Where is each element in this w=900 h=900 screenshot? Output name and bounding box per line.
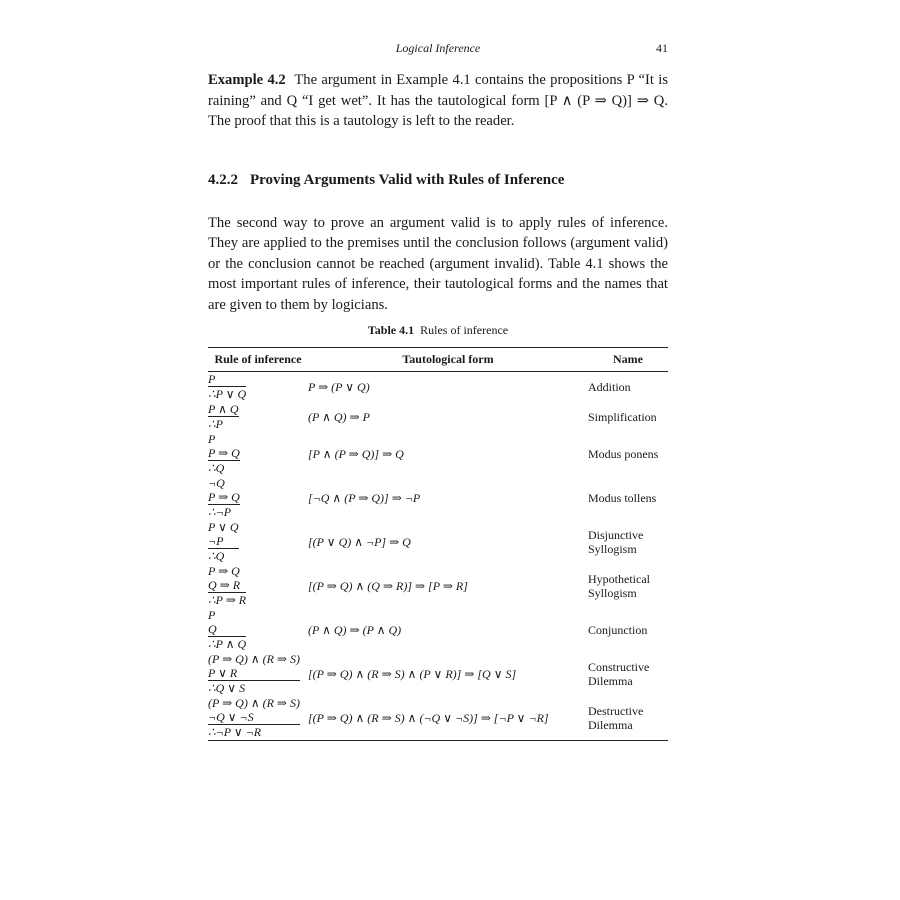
rule-premise: P ∨ Q: [208, 520, 239, 534]
rule-name: Disjunctive Syllogism: [588, 528, 644, 556]
table-header-row: [208, 348, 668, 372]
rule-conclusion: ∴Q: [208, 461, 225, 475]
rule-conclusion: ∴P: [208, 417, 223, 431]
rule-premise: P: [208, 608, 216, 622]
rule-premise: (P ⇒ Q) ∧ (R ⇒ S): [208, 652, 300, 666]
rule-premise: P: [208, 432, 216, 446]
table-row: [208, 564, 668, 608]
rule-name: Destructive Dilemma: [588, 696, 668, 741]
rule-cell: [208, 608, 308, 652]
rule-premise: P: [208, 372, 246, 387]
rule-name: Conjunction: [588, 623, 648, 637]
rule-premise: ¬Q: [208, 476, 225, 490]
table-row: [208, 432, 668, 476]
rule-premise: P ⇒ Q: [208, 564, 240, 578]
rule-stack: [208, 564, 246, 607]
tautological-form: [(P ⇒ Q) ∧ (R ⇒ S) ∧ (P ∨ R)] ⇒ [Q ∨ S]: [308, 666, 517, 681]
page-number: 41: [656, 41, 668, 55]
tautological-form: [P ∧ (P ⇒ Q)] ⇒ Q: [308, 446, 404, 461]
running-head-title: Logical Inference: [395, 41, 481, 55]
rule-premise: P ∨ R: [208, 666, 300, 681]
table-row: [208, 402, 668, 432]
tautological-form: [(P ∨ Q) ∧ ¬P] ⇒ Q: [308, 534, 411, 549]
header-rule: Rule of inference: [208, 348, 308, 372]
rule-stack: [208, 372, 246, 401]
table-row: [208, 608, 668, 652]
tautological-form: [(P ⇒ Q) ∧ (R ⇒ S) ∧ (¬Q ∨ ¬S)] ⇒ [¬P ∨ ¬R]: [308, 696, 588, 741]
rule-stack: [208, 608, 246, 651]
rule-cell: [208, 564, 308, 608]
header-form: Tautological form: [308, 348, 588, 372]
rule-premise: Q: [208, 622, 246, 637]
tautological-form: (P ∧ Q) ⇒ (P ∧ Q): [308, 622, 402, 637]
rule-cell: [208, 696, 308, 741]
running-head: [208, 36, 668, 60]
rule-premise: Q ⇒ R: [208, 578, 246, 593]
rule-premise: ¬Q ∨ ¬S: [208, 710, 300, 725]
rule-stack: [208, 696, 300, 739]
table-body: [208, 372, 668, 741]
tautological-form: (P ∧ Q) ⇒ P: [308, 409, 370, 424]
body-paragraph: The second way to prove an argument valid is to apply rules of inference. They are applied to the premises until the conclusion follows (argument valid) or the conclusion cannot be reached (argument invalid). Table 4.1 shows the most important rules of inference, their tautological forms and the names that are given to them by logicians.: [208, 214, 668, 313]
example-label: Example 4.2: [208, 72, 286, 88]
rule-premise: P ⇒ Q: [208, 490, 240, 504]
rule-conclusion: ∴¬P: [208, 505, 232, 519]
table-row: [208, 652, 668, 696]
rule-name: Modus tollens: [588, 491, 657, 505]
rule-conclusion: ∴P ⇒ R: [208, 593, 247, 607]
rule-premise: P ⇒ Q: [208, 446, 240, 460]
rule-stack: [208, 652, 300, 695]
tautological-form: P ⇒ (P ∨ Q): [308, 379, 370, 394]
tautological-form: [(P ⇒ Q) ∧ (Q ⇒ R)] ⇒ [P ⇒ R]: [308, 578, 468, 593]
rule-cell: [208, 476, 308, 520]
section-heading: [208, 172, 668, 189]
rule-name: Addition: [588, 380, 631, 394]
rule-cell: [208, 652, 308, 696]
rule-name: Constructive Dilemma: [588, 660, 650, 688]
rule-premise: ¬P: [208, 534, 239, 549]
rule-cell: [208, 372, 308, 403]
rule-premise: (P ⇒ Q) ∧ (R ⇒ S): [208, 696, 300, 710]
rule-stack: [208, 476, 240, 519]
rule-conclusion: ∴Q ∨ S: [208, 681, 246, 695]
table-row: [208, 372, 668, 403]
table-row: [208, 476, 668, 520]
rules-of-inference-table: [208, 347, 668, 741]
rule-name: Simplification: [588, 410, 657, 424]
example-text: The argument in Example 4.1 contains the propositions P “It is raining” and Q “I get wet”. It has the tautological form [P ∧ (P ⇒ Q)] ⇒ Q. The proof that this is a tautology is left to the reader.: [208, 72, 669, 129]
rule-premise: P ∧ Q: [208, 402, 239, 416]
rule-conclusion: ∴¬P ∨ ¬R: [208, 725, 262, 739]
rule-conclusion: ∴Q: [208, 549, 225, 563]
book-page: [208, 36, 668, 741]
rule-cell: [208, 402, 308, 432]
table-row: [208, 696, 668, 741]
rule-stack: [208, 432, 240, 475]
rule-conclusion: ∴P ∨ Q: [208, 387, 247, 401]
table-caption-label: Table 4.1: [367, 323, 415, 337]
rule-cell: [208, 520, 308, 564]
rule-name: Hypothetical Syllogism: [588, 572, 650, 600]
table-caption-text: Rules of inference: [420, 323, 509, 337]
rule-name: Modus ponens: [588, 447, 659, 461]
table-row: [208, 520, 668, 564]
rule-stack: [208, 520, 239, 563]
header-name: Name: [588, 348, 668, 372]
rule-stack: [208, 402, 239, 431]
rule-cell: [208, 432, 308, 476]
example-4-2: [208, 70, 668, 132]
section-number: 4.2.2: [208, 171, 238, 188]
section-title: Proving Arguments Valid with Rules of Inference: [250, 171, 565, 188]
rule-conclusion: ∴P ∧ Q: [208, 637, 247, 651]
table-caption: [208, 323, 668, 338]
tautological-form: [¬Q ∧ (P ⇒ Q)] ⇒ ¬P: [308, 490, 421, 505]
